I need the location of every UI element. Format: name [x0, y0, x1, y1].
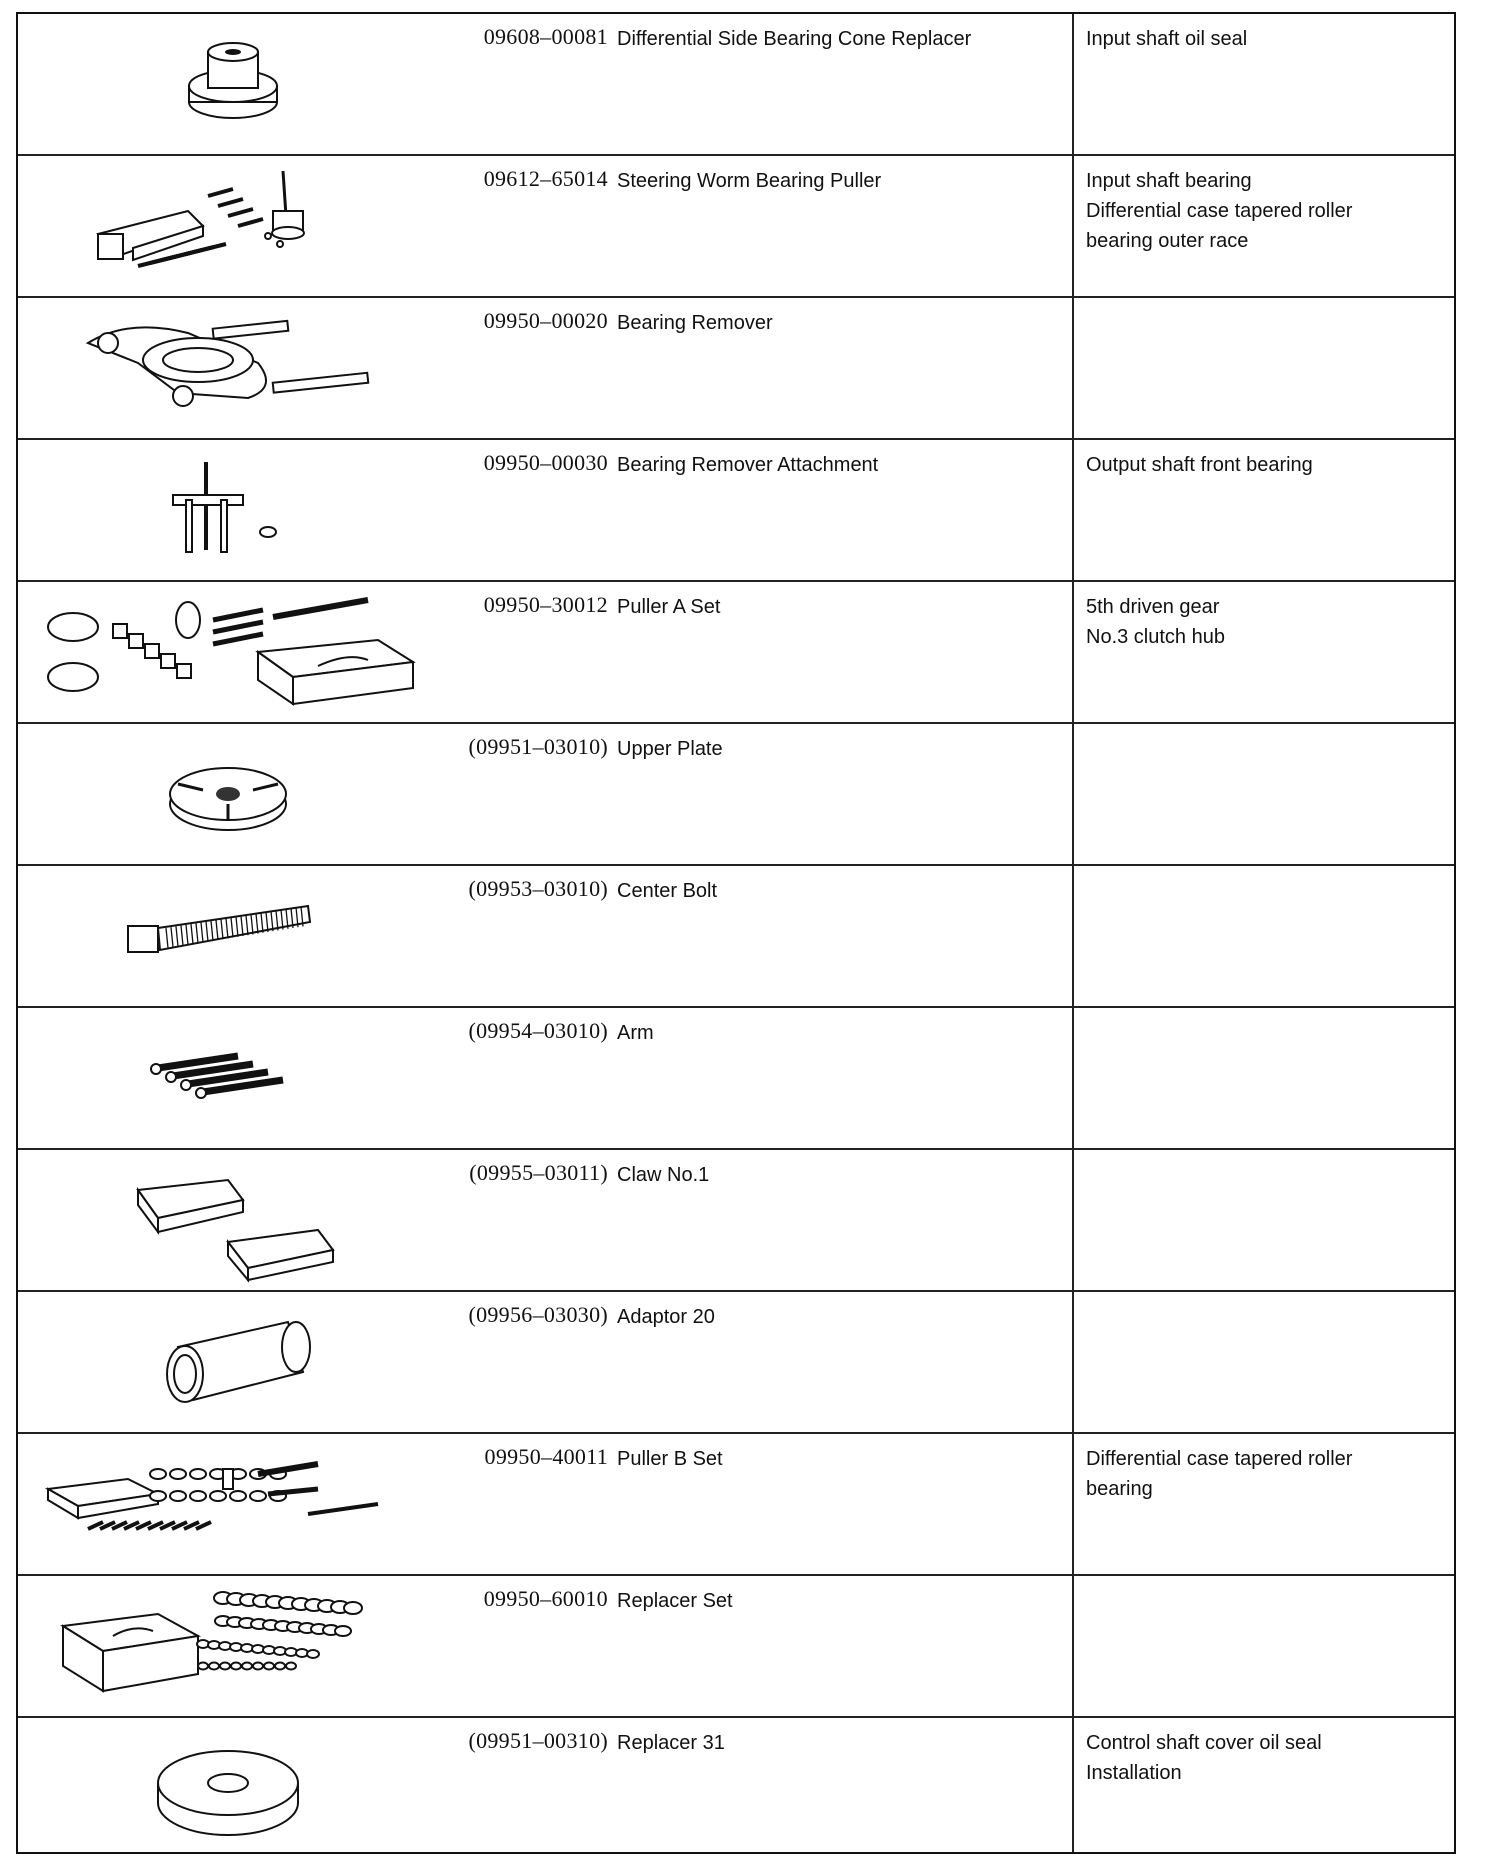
tool-name: Center Bolt: [617, 880, 718, 902]
usage-note-line: Input shaft bearing: [1086, 170, 1252, 192]
table-row: [18, 1008, 1454, 1150]
tool-name: Replacer 31: [617, 1732, 725, 1754]
tool-name: Puller A Set: [617, 596, 721, 618]
tool-name: Claw No.1: [617, 1164, 710, 1186]
cone-replacer-icon: [18, 14, 428, 154]
usage-note: [1086, 166, 1446, 256]
usage-note: [1086, 1444, 1446, 1504]
part-number: (09951–00310): [468, 1728, 608, 1753]
table-row: [18, 582, 1454, 724]
sst-table: [16, 12, 1456, 1854]
remover-attachment-icon: [18, 440, 428, 580]
claw-icon: [18, 1150, 428, 1290]
bearing-puller-kit-icon: [18, 156, 428, 296]
usage-note: [1086, 450, 1446, 480]
usage-note-line: bearing: [1086, 1478, 1153, 1500]
table-row: [18, 440, 1454, 582]
part-number: 09950–30012: [483, 592, 608, 617]
tool-name: Arm: [617, 1022, 654, 1044]
part-number: 09950–60010: [483, 1586, 608, 1611]
part-number: (09955–03011): [469, 1160, 608, 1185]
part-number: (09953–03010): [468, 876, 608, 901]
part-number: (09954–03010): [468, 1018, 608, 1043]
table-row: [18, 1292, 1454, 1434]
usage-note-line: Installation: [1086, 1762, 1182, 1784]
part-number: 09612–65014: [483, 166, 608, 191]
table-row: [18, 1718, 1454, 1852]
adaptor-icon: [18, 1292, 428, 1432]
tool-name: Puller B Set: [617, 1448, 723, 1470]
usage-note-line: Input shaft oil seal: [1086, 28, 1248, 50]
table-row: [18, 14, 1454, 156]
table-row: [18, 1150, 1454, 1292]
tool-name: Steering Worm Bearing Puller: [617, 170, 882, 192]
tool-name: Bearing Remover Attachment: [617, 454, 879, 476]
part-number: 09950–00030: [483, 450, 608, 475]
table-row: [18, 298, 1454, 440]
usage-note-line: Output shaft front bearing: [1086, 454, 1313, 476]
puller-b-set-icon: [18, 1434, 428, 1574]
tool-name: Upper Plate: [617, 738, 723, 760]
upper-plate-icon: [18, 724, 428, 864]
tool-name: Adaptor 20: [617, 1306, 715, 1328]
bearing-remover-icon: [18, 298, 428, 438]
usage-note: [1086, 24, 1446, 54]
usage-note-line: Differential case tapered roller: [1086, 200, 1353, 222]
table-row: [18, 866, 1454, 1008]
table-row: [18, 156, 1454, 298]
usage-note: [1086, 1728, 1446, 1788]
tool-name: Replacer Set: [617, 1590, 733, 1612]
usage-note-line: Control shaft cover oil seal: [1086, 1732, 1322, 1754]
tool-name: Bearing Remover: [617, 312, 773, 334]
puller-a-set-icon: [18, 582, 428, 722]
usage-note-line: No.3 clutch hub: [1086, 626, 1225, 648]
part-number: 09950–40011: [484, 1444, 608, 1469]
part-number: (09951–03010): [468, 734, 608, 759]
part-number: 09608–00081: [483, 24, 608, 49]
replacer-ring-icon: [18, 1718, 428, 1858]
tool-name: Differential Side Bearing Cone Replacer: [617, 28, 972, 50]
part-number: (09956–03030): [468, 1302, 608, 1327]
part-number: 09950–00020: [483, 308, 608, 333]
usage-note: [1086, 592, 1446, 652]
usage-note-line: bearing outer race: [1086, 230, 1249, 252]
table-row: [18, 724, 1454, 866]
table-row: [18, 1434, 1454, 1576]
usage-note-line: Differential case tapered roller: [1086, 1448, 1353, 1470]
center-bolt-icon: [18, 866, 428, 1006]
table-row: [18, 1576, 1454, 1718]
usage-note-line: 5th driven gear: [1086, 596, 1220, 618]
arm-icon: [18, 1008, 428, 1148]
replacer-set-icon: [18, 1576, 428, 1716]
